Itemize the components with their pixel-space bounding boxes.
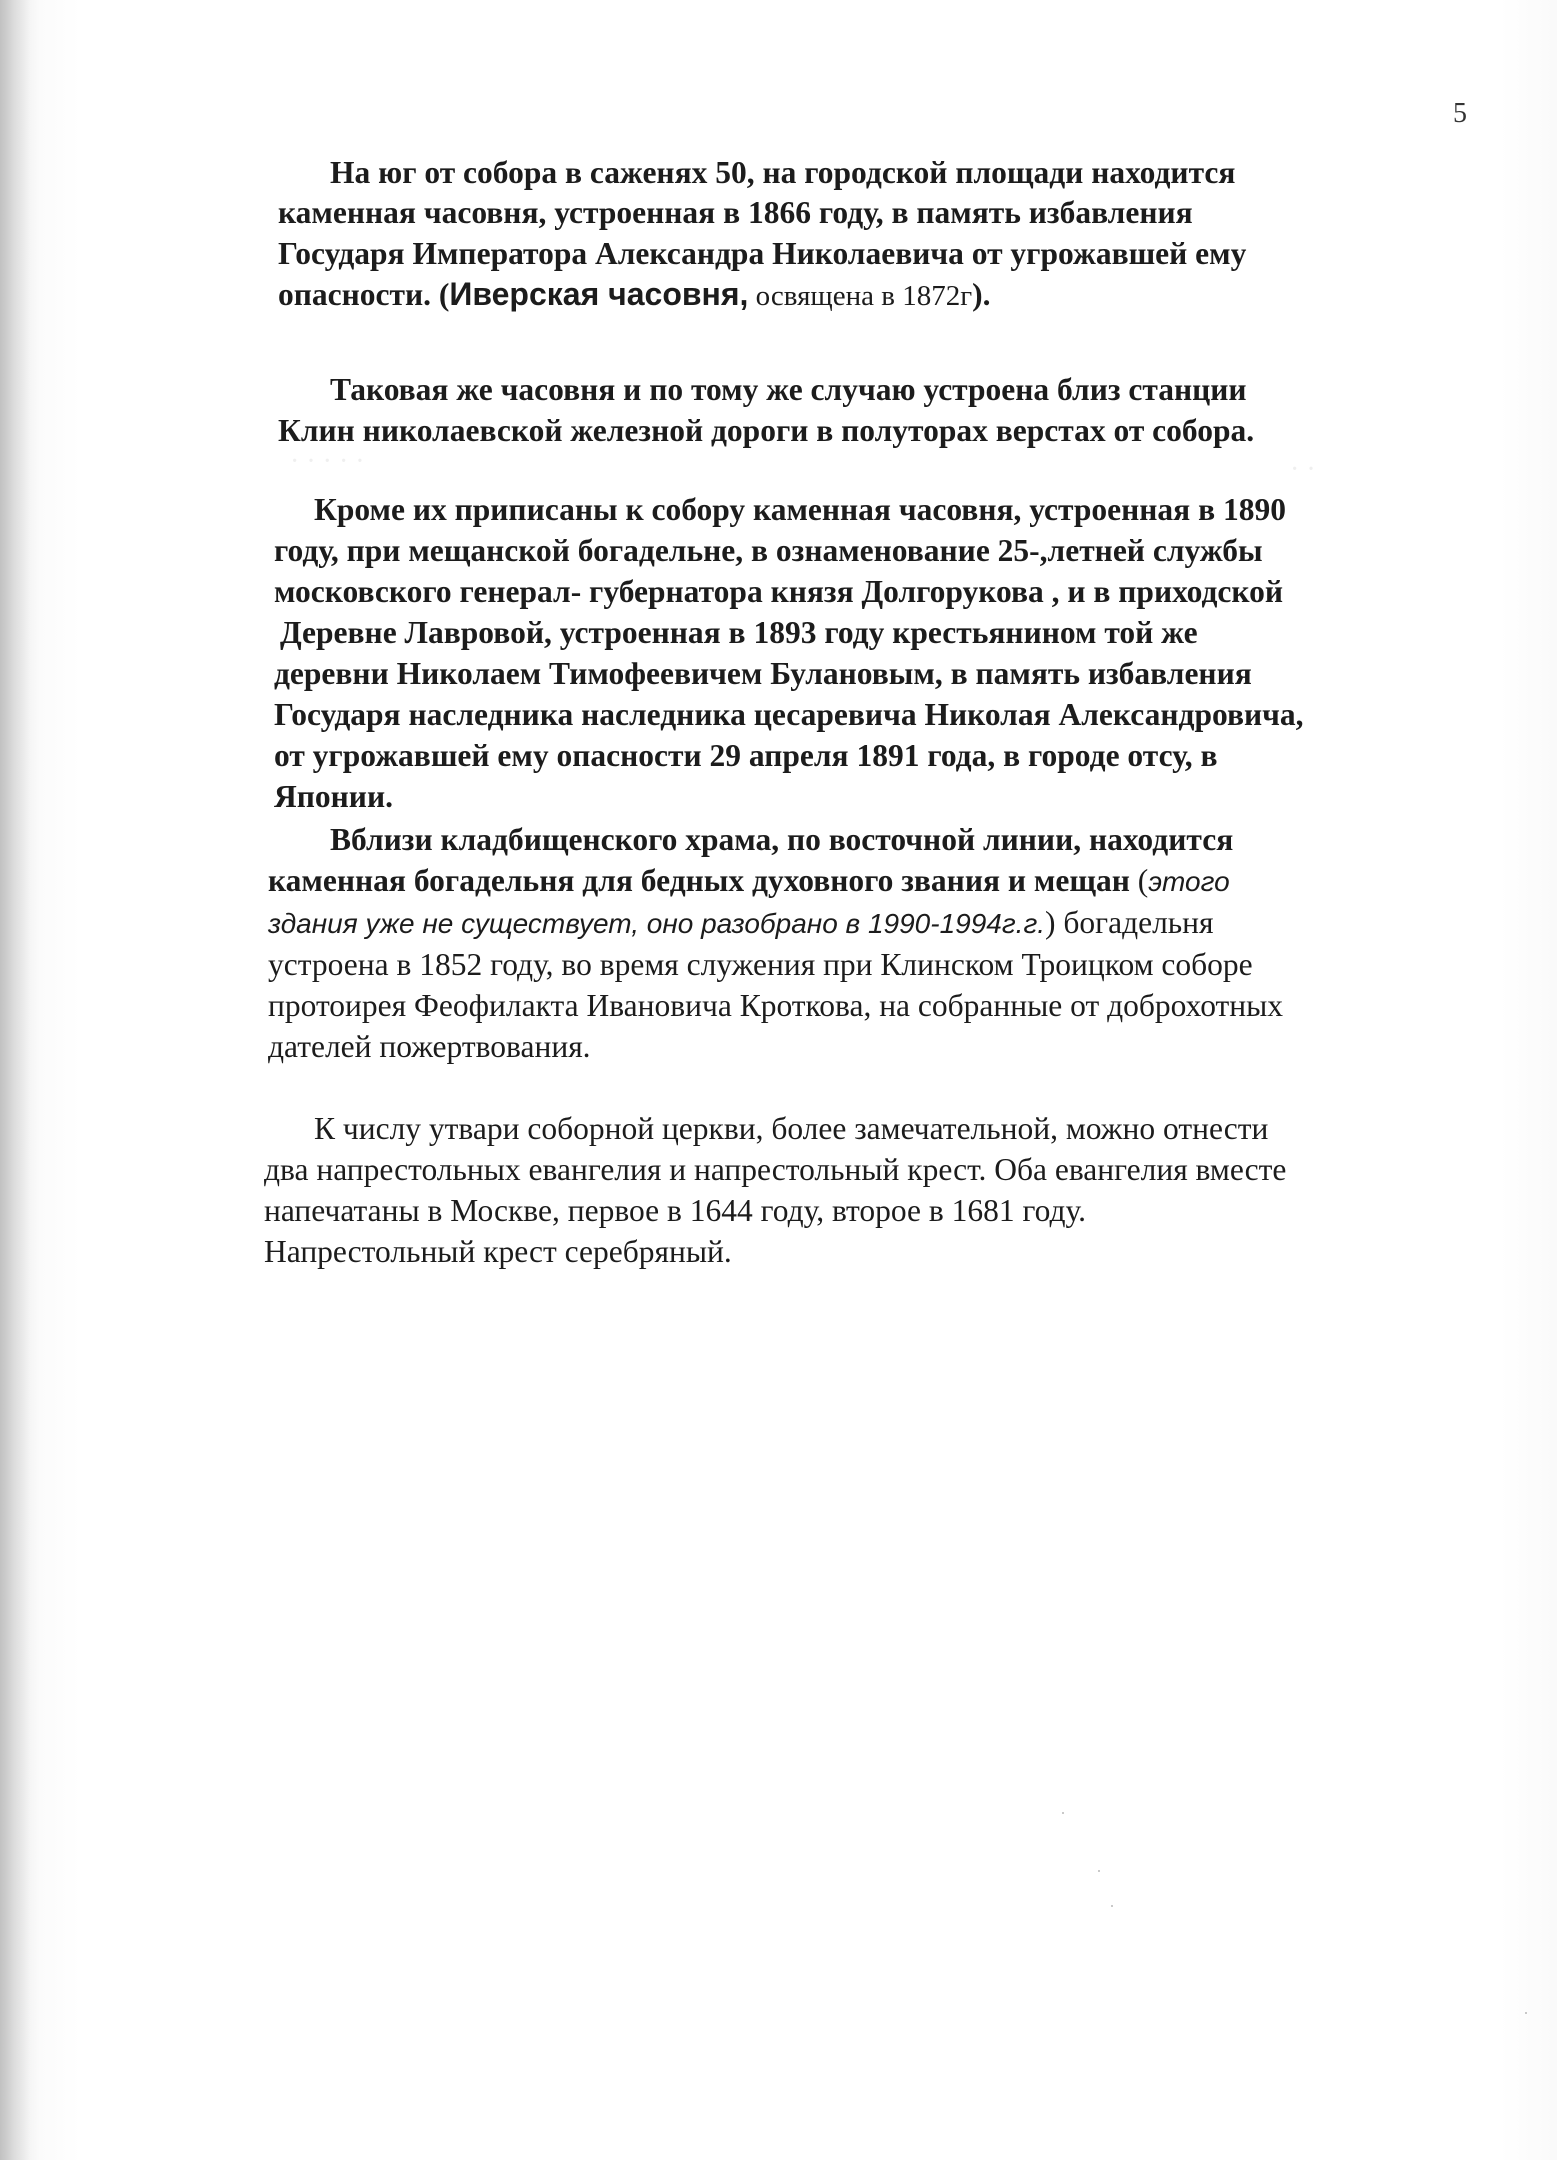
p3-line-7: от угрожавшей ему опасности 29 апреля 1891 года, в городе отсу, в — [274, 738, 1218, 773]
p4-line-3-end: ) богадельня — [1045, 905, 1214, 940]
paragraph-station-chapel — [278, 369, 1428, 451]
p4-line-6: дателей пожертвования. — [268, 1029, 591, 1064]
p4-demolished-note-start: этого — [1148, 866, 1230, 897]
p1-iverskaya-chapel: Иверская часовня, — [449, 276, 749, 312]
scan-speck — [1525, 2012, 1527, 2014]
p2-line-1: Таковая же часовня и по тому же случаю устроена близ станции — [330, 372, 1247, 407]
p1-consecration-note: освящена в 1872г — [748, 280, 973, 312]
p4-line-5: протоирея Феофилакта Ивановича Кроткова, на собранные от доброхотных — [268, 988, 1284, 1023]
p4-line-2-bold: каменная богадельня для бедных духовного звания и мещан — [268, 863, 1138, 898]
p3-line-8: Японии. — [274, 779, 393, 814]
scan-speck — [1098, 1870, 1100, 1872]
bleed-through-mark: · · — [1290, 454, 1316, 485]
p3-line-2: году, при мещанской богадельне, в ознаменование 25-,летней службы — [274, 533, 1263, 568]
p2-line-2: Клин николаевской железной дороги в полуторах верстах от собора. — [278, 413, 1255, 448]
paragraph-south-chapel — [278, 152, 1418, 317]
scan-speck — [1062, 1812, 1064, 1814]
p3-line-1: Кроме их приписаны к собору каменная часовня, устроенная в 1890 — [314, 492, 1286, 527]
p3-line-4: Деревне Лавровой, устроенная в 1893 году крестьянином той же — [280, 615, 1198, 650]
p1-line-4 — [278, 274, 1418, 317]
p4-line-2 — [268, 860, 1448, 902]
p1-line-4-end: ). — [972, 277, 991, 312]
p5-line-1: К числу утвари соборной церкви, более замечательной, можно отнести — [314, 1111, 1269, 1146]
p5-line-2: два напрестольных евангелия и напрестольный крест. Оба евангелия вместе — [264, 1152, 1287, 1187]
paragraph-almshouse — [268, 819, 1448, 1067]
paragraph-attached-chapels — [274, 489, 1434, 817]
p4-line-1: Вблизи кладбищенского храма, по восточной линии, находится — [330, 822, 1234, 857]
p3-line-6: Государя наследника наследника цесаревича Николая Александровича, — [274, 697, 1304, 732]
page-number: 5 — [1453, 98, 1467, 129]
p4-demolished-note: здания уже не существует, оно разобрано в 1990-1994г.г. — [268, 908, 1046, 939]
paragraph-church-utensils — [264, 1108, 1454, 1272]
p1-line-4-start: опасности. ( — [278, 277, 450, 312]
p3-line-5: деревни Николаем Тимофеевичем Булановым, в память избавления — [274, 656, 1252, 691]
p1-line-3: Государя Императора Александра Николаевича от угрожавшей ему — [278, 236, 1247, 271]
p5-line-4: Напрестольный крест серебряный. — [264, 1234, 732, 1269]
scan-edge-shadow — [0, 0, 30, 2160]
p5-line-3: напечатаны в Москве, первое в 1644 году, второе в 1681 году. — [264, 1193, 1086, 1228]
p4-paren-open: ( — [1137, 863, 1149, 898]
bleed-through-mark: · · · · · — [290, 446, 365, 477]
p1-line-1: На юг от собора в саженях 50, на городской площади находится — [330, 155, 1236, 190]
p4-line-3 — [268, 902, 1448, 944]
p4-line-4: устроена в 1852 году, во время служения при Клинском Троицком соборе — [268, 947, 1253, 982]
scan-speck — [1111, 1905, 1113, 1907]
p3-line-3: московского генерал- губернатора князя Долгорукова , и в приходской — [274, 574, 1284, 609]
p1-line-2: каменная часовня, устроенная в 1866 году, в память избавления — [278, 195, 1193, 230]
